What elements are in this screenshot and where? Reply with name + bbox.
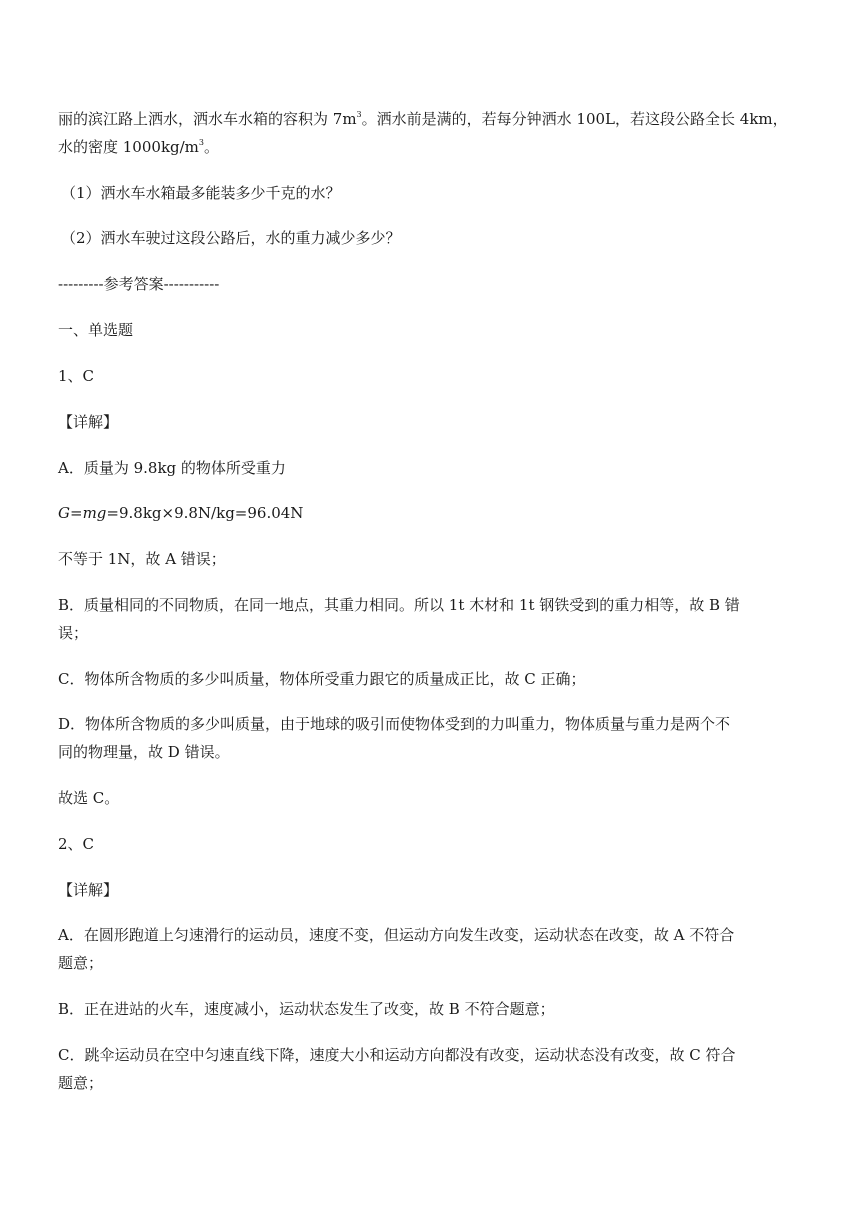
problem-line-2 bbox=[58, 137, 808, 157]
formula-symbol: mg bbox=[82, 504, 107, 522]
problem-text: 丽的滨江路上洒水，洒水车水箱的容积为 7m bbox=[58, 110, 357, 128]
answer-line: A．质量为 9.8kg 的物体所受重力 bbox=[58, 459, 286, 477]
problem-text: 。 bbox=[204, 138, 220, 156]
problem-line-1 bbox=[58, 109, 808, 129]
answer-line: 题意； bbox=[58, 1074, 104, 1092]
formula-symbol: G bbox=[58, 504, 70, 522]
formula-line bbox=[58, 503, 808, 523]
detail-label: 【详解】 bbox=[58, 881, 119, 899]
answer-line: 题意； bbox=[58, 954, 104, 972]
answer-line: B．质量相同的不同物质，在同一地点，其重力相同。所以 1t 木材和 1t 钢铁受到的重力相等，故 B 错 bbox=[58, 596, 740, 614]
section-title: 一、单选题 bbox=[58, 321, 134, 339]
problem-text: 水的密度 1000kg/m bbox=[58, 138, 199, 156]
answer-line: 误； bbox=[58, 624, 89, 642]
conclusion: 故选 C。 bbox=[58, 789, 120, 807]
answer-number: 1、C bbox=[58, 367, 95, 385]
answer-line: C．跳伞运动员在空中匀速直线下降，速度大小和运动方向都没有改变，运动状态没有改变，故 C 符合 bbox=[58, 1046, 736, 1064]
answer-line: 不等于 1N，故 A 错误； bbox=[58, 550, 226, 568]
formula-text: = bbox=[69, 504, 83, 522]
answer-line: C．物体所含物质的多少叫质量，物体所受重力跟它的质量成正比，故 C 正确； bbox=[58, 670, 586, 688]
superscript: 3 bbox=[356, 110, 362, 119]
answer-line: A．在圆形跑道上匀速滑行的运动员，速度不变，但运动方向发生改变，运动状态在改变，故 A 不符合 bbox=[58, 926, 735, 944]
answer-divider: ---------参考答案----------- bbox=[58, 275, 220, 293]
answer-line: 同的物理量，故 D 错误。 bbox=[58, 743, 230, 761]
formula-text: =9.8kg×9.8N/kg=96.04N bbox=[106, 504, 304, 522]
answer-number: 2、C bbox=[58, 835, 95, 853]
superscript: 3 bbox=[198, 138, 205, 147]
question-2: （2）洒水车驶过这段公路后，水的重力减少多少？ bbox=[61, 229, 401, 247]
question-1: （1）洒水车水箱最多能装多少千克的水？ bbox=[61, 184, 341, 202]
detail-label: 【详解】 bbox=[58, 413, 119, 431]
problem-text: 。洒水前是满的，若每分钟洒水 100L，若这段公路全长 4km， bbox=[361, 110, 788, 128]
answer-line: D．物体所含物质的多少叫质量，由于地球的吸引而使物体受到的力叫重力，物体质量与重力是两个不 bbox=[58, 715, 731, 733]
answer-line: B．正在进站的火车，速度减小，运动状态发生了改变，故 B 不符合题意； bbox=[58, 1000, 555, 1018]
